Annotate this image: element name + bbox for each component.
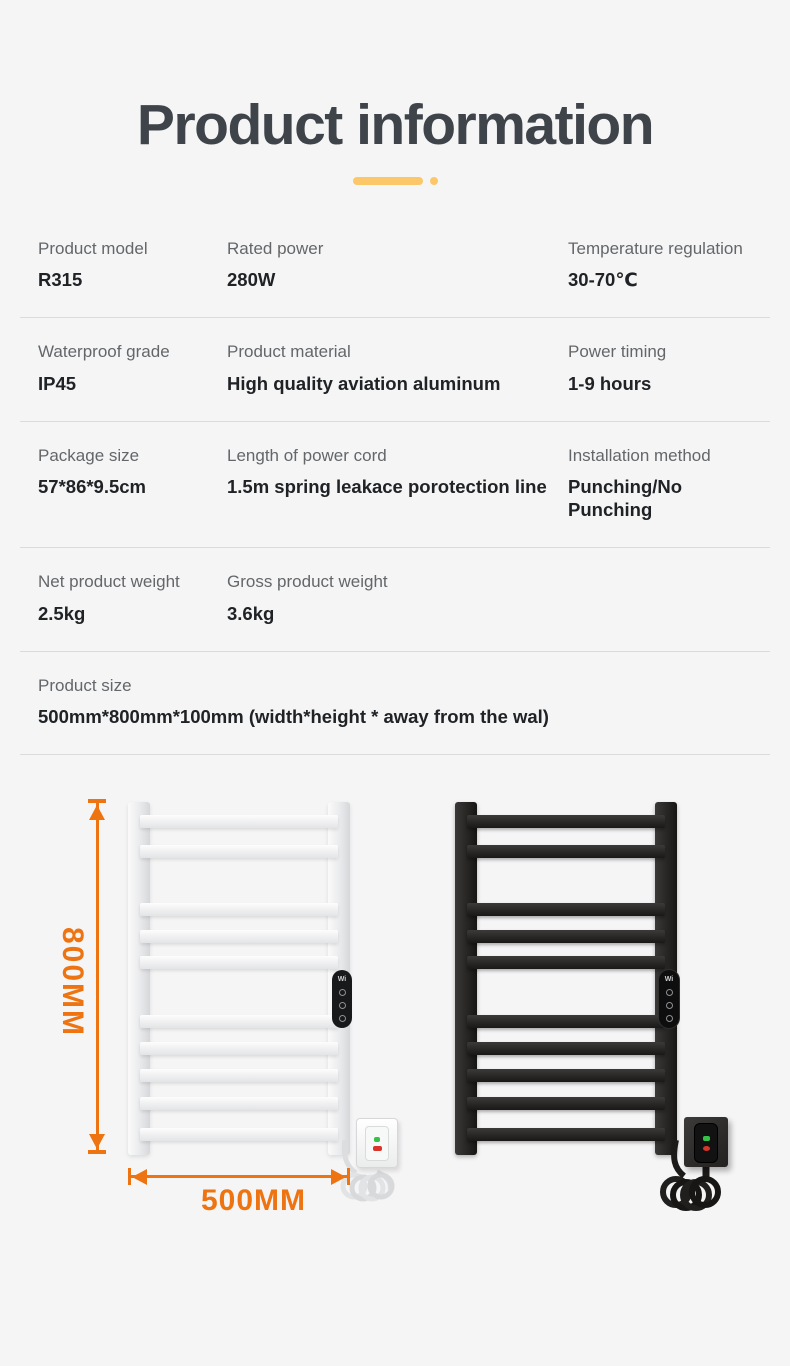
rack-rung [140, 903, 338, 916]
socket-indicator-red [373, 1146, 382, 1151]
spec-row [20, 422, 770, 549]
socket-switch [694, 1123, 718, 1163]
rack-rung [140, 1069, 338, 1082]
spec-cell [227, 446, 568, 522]
spec-label: Temperature regulation [568, 238, 743, 258]
height-dimension-label: 800MM [56, 927, 89, 1038]
spec-cell [38, 342, 227, 395]
timer-button-icon [339, 1002, 346, 1009]
spec-label: Package size [38, 445, 140, 465]
spec-label: Rated power [227, 238, 324, 258]
rack-rung [140, 956, 338, 969]
power-button-icon [339, 1015, 346, 1022]
spec-value: IP45 [38, 372, 77, 394]
spec-value: 1.5m spring leakace porotection line [227, 476, 547, 498]
spec-cell [227, 239, 568, 292]
rack-rung [467, 1069, 665, 1082]
rack-rung [140, 1128, 338, 1141]
rack-rung [467, 1015, 665, 1028]
heat-button-icon [666, 989, 673, 996]
rack-rung [140, 1042, 338, 1055]
spec-row [20, 548, 770, 652]
dimension-diagram [0, 755, 790, 1291]
towel-warmer-black [455, 802, 677, 1155]
heat-button-icon [339, 989, 346, 996]
width-dimension-label: 500MM [201, 1184, 307, 1218]
height-arrow-bottom-cap [88, 1150, 106, 1154]
rack-rung [140, 845, 338, 858]
spec-label: Product material [227, 342, 351, 362]
height-dimension-line [96, 802, 99, 1151]
rack-rung [467, 956, 665, 969]
spec-label: Length of power cord [227, 445, 387, 465]
spec-value: 280W [227, 269, 276, 291]
spec-value: High quality aviation aluminum [227, 372, 501, 394]
towel-warmer-white [128, 802, 350, 1155]
spec-value: Punching/No Punching [568, 476, 683, 521]
spec-label: Product size [38, 675, 132, 695]
spec-value: 2.5kg [38, 602, 86, 624]
spec-cell [38, 572, 227, 625]
rack-rung [467, 1042, 665, 1055]
spec-label: Installation method [568, 445, 711, 465]
rack-rung [140, 1097, 338, 1110]
spec-value: R315 [38, 269, 83, 291]
rack-rung [140, 930, 338, 943]
socket-switch [365, 1126, 389, 1161]
spec-value: 500mm*800mm*100mm (width*height * away from the wal) [38, 706, 549, 728]
spec-label: Product model [38, 238, 148, 258]
rack-rung [467, 1097, 665, 1110]
page-title: Product information [136, 93, 654, 157]
title-underline [0, 177, 790, 185]
arrow-right-icon [331, 1169, 346, 1185]
spec-cell [568, 342, 770, 395]
power-button-icon [666, 1015, 673, 1022]
width-dimension-line [131, 1175, 348, 1178]
rack-rung [140, 1015, 338, 1028]
control-panel [659, 970, 679, 1028]
spec-cell [568, 572, 770, 625]
spec-row [20, 318, 770, 422]
spec-label: Power timing [568, 342, 667, 362]
spec-cell [38, 676, 770, 729]
rack-rung [467, 845, 665, 858]
spec-row [20, 227, 770, 319]
socket-indicator-green [374, 1137, 380, 1142]
control-panel [332, 970, 352, 1028]
spec-cell [227, 572, 568, 625]
spec-row-product-size [20, 652, 770, 756]
spec-label: Gross product weight [227, 572, 388, 592]
spec-cell [568, 446, 770, 522]
spec-label: Net product weight [38, 572, 180, 592]
rack-rung [140, 815, 338, 828]
spec-cell [38, 446, 227, 522]
width-arrow-right-cap [347, 1168, 350, 1185]
rack-rung [467, 903, 665, 916]
rack-rung [467, 930, 665, 943]
spec-cell [38, 239, 227, 292]
power-socket-black [684, 1117, 728, 1167]
spec-cell [227, 342, 568, 395]
socket-indicator-red [703, 1146, 710, 1151]
underline-dot-icon [430, 177, 438, 185]
spec-table [20, 227, 770, 756]
spec-value: 3.6kg [227, 602, 275, 624]
spec-label: Waterproof grade [38, 342, 170, 362]
rack-rung [467, 815, 665, 828]
power-socket-white [356, 1118, 398, 1168]
arrow-down-icon [89, 1134, 105, 1149]
wifi-icon: Wi [664, 976, 674, 984]
socket-indicator-green [703, 1136, 710, 1141]
rack-rung [467, 1128, 665, 1141]
spec-value: 57*86*9.5cm [38, 476, 147, 498]
timer-button-icon [666, 1002, 673, 1009]
underline-bar [353, 177, 423, 185]
spec-cell [568, 239, 770, 292]
spec-value: 30-70℃ [568, 269, 638, 291]
spec-value: 1-9 hours [568, 372, 652, 394]
wifi-icon: Wi [337, 976, 347, 984]
